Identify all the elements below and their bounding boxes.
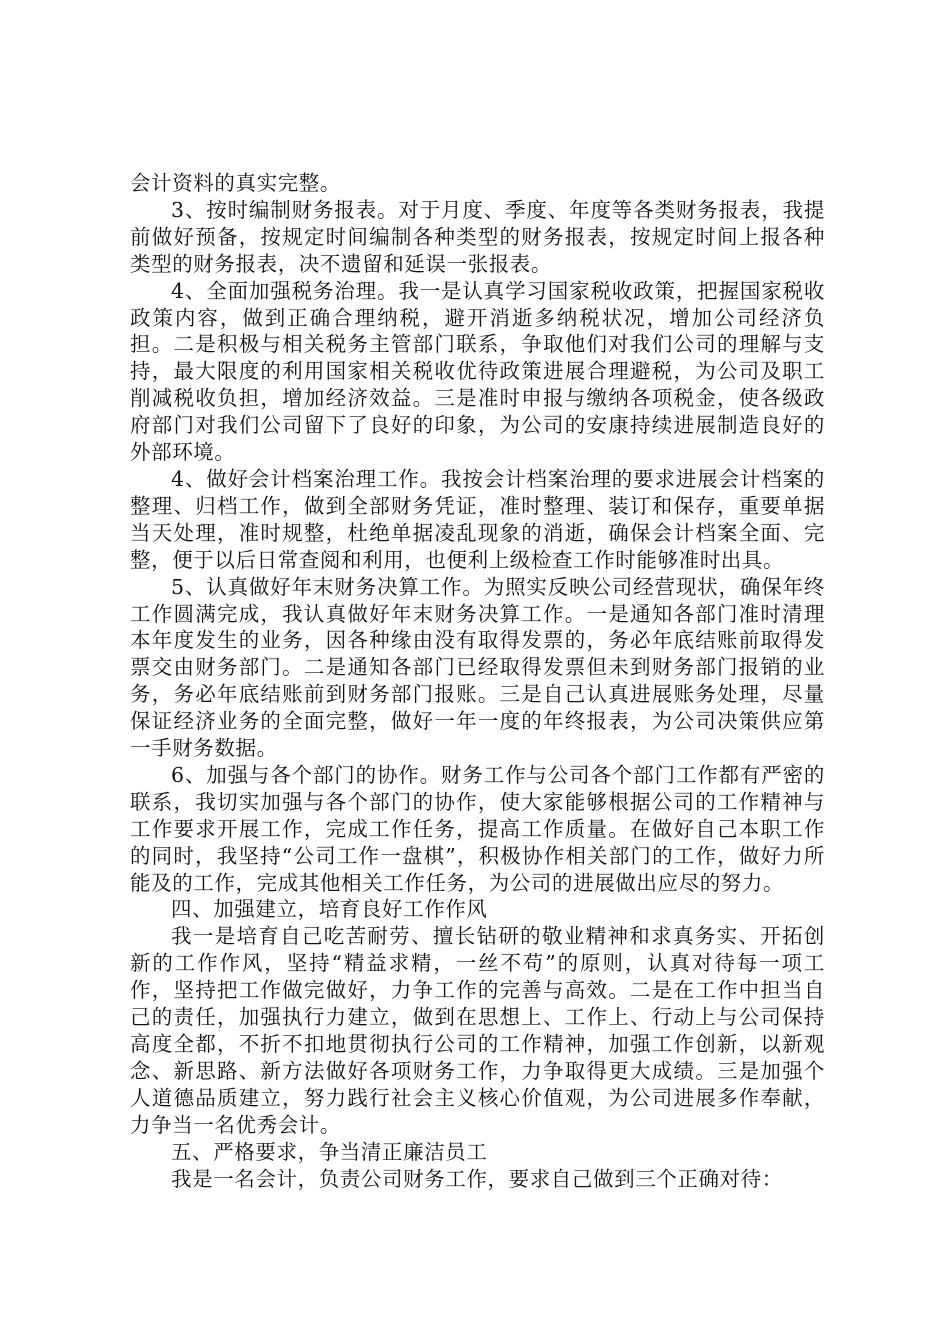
paragraph-integrity: 我是一名会计，负责公司财务工作，要求自己做到三个正确对待：: [171, 1166, 783, 1191]
section-heading-work-style: 四、加强建立，培育良好工作作风: [171, 897, 488, 922]
document-body: [130, 170, 825, 1192]
paragraph-financial-reports: 3、按时编制财务报表。对于月度、季度、年度等各类财务报表，我提前做好预备，按规定时间编制各种类型的财务报表，按规定时间上报各种类型的财务报表，决不遗留和延误一张报表。: [130, 197, 825, 276]
paragraph-continuation: 会计资料的真实完整。: [130, 171, 341, 195]
paragraph-year-end-accounts: 5、认真做好年末财务决算工作。为照实反映公司经营现状，确保年终工作圆满完成，我认真做好年末财务决算工作。一是通知各部门准时清理本年度发生的业务，因各种缘由没有取得发票的，务必年底结账前取得发票交由财务部门。二是通知各部门已经取得发票但未到财务部门报销的业务，务必年底结账前到财务部门报账。三是自己认真进展账务处理，尽量保证经济业务的全面完整，做好一年一度的年终报表，为公司决策供应第一手财务数据。: [130, 574, 825, 761]
paragraph-archive-management: 4、做好会计档案治理工作。我按会计档案治理的要求进展会计档案的整理、归档工作，做到全部财务凭证，准时整理、装订和保存，重要单据当天处理，准时规整，杜绝单据凌乱现象的消逝，确保会计档案全面、完整，便于以后日常查阅和利用，也便利上级检查工作时能够准时出具。: [130, 466, 825, 572]
section-heading-integrity: 五、严格要求，争当清正廉洁员工: [171, 1139, 488, 1164]
paragraph-department-cooperation: 6、加强与各个部门的协作。财务工作与公司各个部门工作都有严密的联系，我切实加强与各个部门的协作，使大家能够根据公司的工作精神与工作要求开展工作，完成工作任务，提高工作质量。在做好自己本职工作的同时，我坚持“公司工作一盘棋”，积极协作相关部门的工作，做好力所能及的工作，完成其他相关工作任务，为公司的进展做出应尽的努力。: [130, 762, 825, 895]
paragraph-work-style: 我一是培育自己吃苦耐劳、擅长钻研的敬业精神和求真务实、开拓创新的工作作风，坚持“精益求精，一丝不苟”的原则，认真对待每一项工作，坚持把工作做完做好，力争工作的完善与高效。二是在工作中担当自己的责任，加强执行力建立，做到在思想上、工作上、行动上与公司保持高度全都，不折不扣地贯彻执行公司的工作精神，加强工作创新，以新观念、新思路、新方法做好各项财务工作，力争取得更大成绩。三是加强个人道德品质建立，努力践行社会主义核心价值观，为公司进展多作奉献，力争当一名优秀会计。: [130, 924, 825, 1137]
paragraph-tax-management: 4、全面加强税务治理。我一是认真学习国家税收政策，把握国家税收政策内容，做到正确合理纳税，避开消逝多纳税状况，增加公司经济负担。二是积极与相关税务主管部门联系，争取他们对我们公司的理解与支持，最大限度的利用国家相关税收优待政策进展合理避税，为公司及职工削减税收负担，增加经济效益。三是准时申报与缴纳各项税金，使各级政府部门对我们公司留下了良好的印象，为公司的安康持续进展制造良好的外部环境。: [130, 278, 825, 465]
